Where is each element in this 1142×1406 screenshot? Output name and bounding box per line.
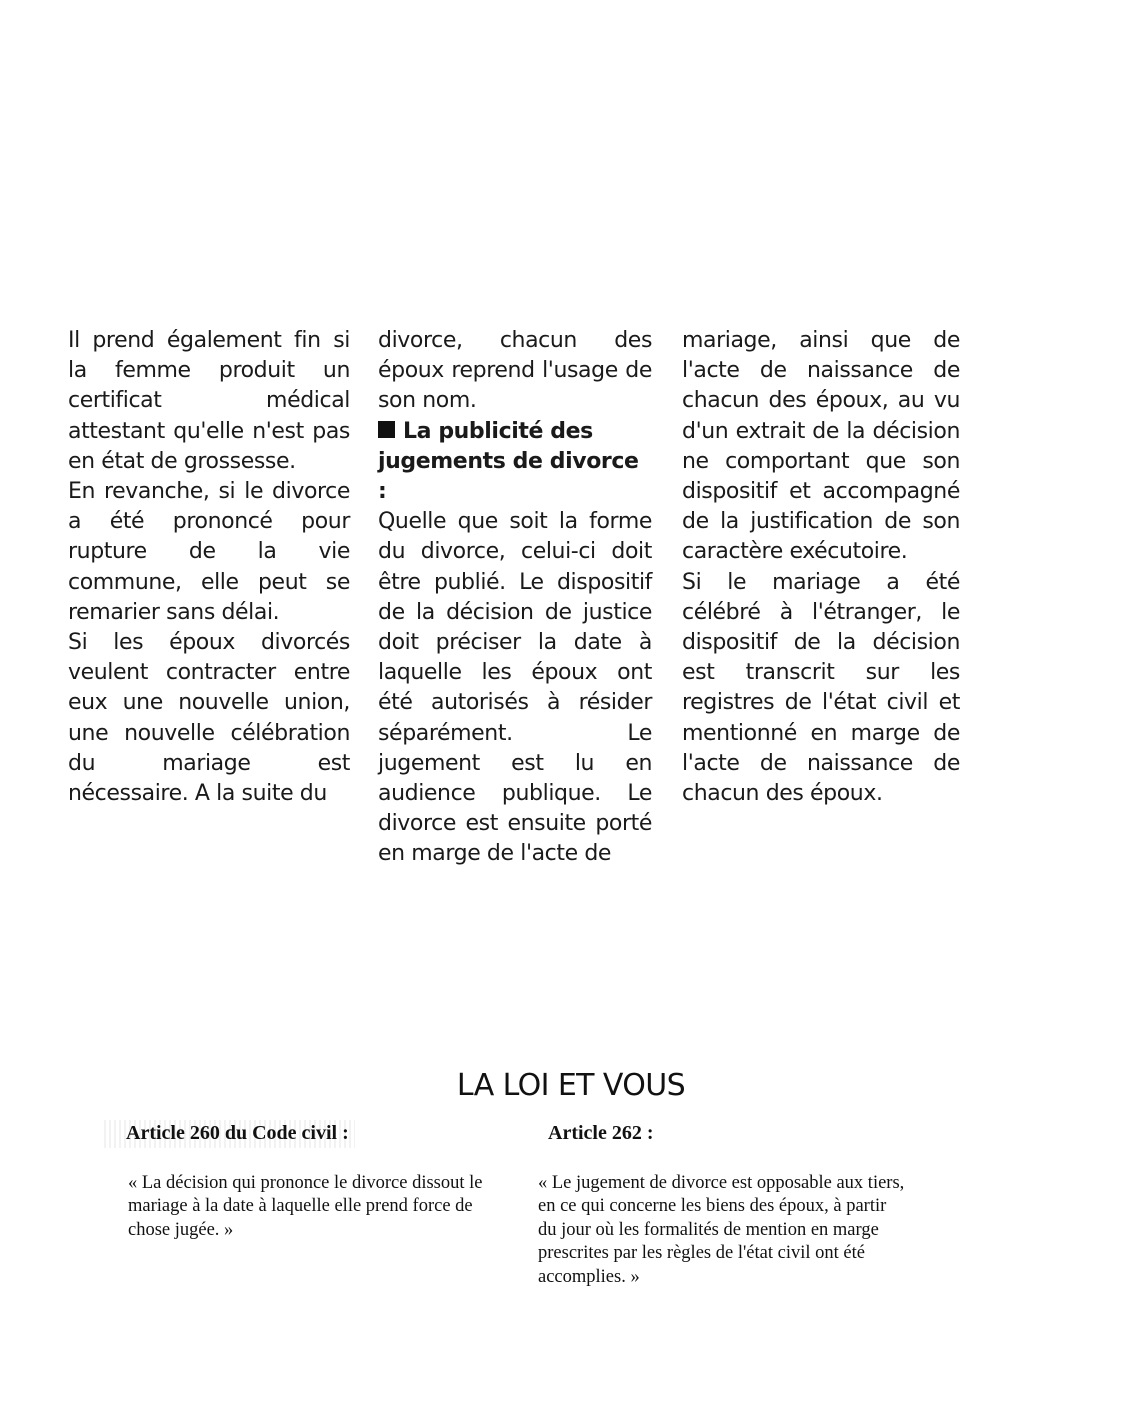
section-heading-text: La publicité des jugements de divorce : xyxy=(378,418,639,505)
paragraph: Si le mariage a été célébré à l'étranger, le dispositif de la décision est transcrit sur les registres de l'état civil et mentionné en marge de l'acte de naissance de chacun des époux. xyxy=(682,569,960,807)
law-section-title: LA LOI ET VOUS xyxy=(456,1068,686,1103)
paragraph: En revanche, si le divorce a été prononcé pour rupture de la vie commune, elle peut se remarier sans délai. xyxy=(68,479,350,625)
paragraph: divorce, chacun des époux reprend l'usage de son nom. xyxy=(378,328,652,414)
text-column-2 xyxy=(378,326,652,870)
article-262 xyxy=(536,1120,908,1289)
paragraph: Si les époux divorcés veulent contracter entre eux une nouvelle union, une nouvelle célébration du mariage est nécessaire. A la suite du xyxy=(68,630,350,807)
article-heading: Article 262 : xyxy=(548,1122,654,1144)
paragraph: Il prend également fin si la femme produit un certificat médical attestant qu'elle n'est pas en état de grossesse. xyxy=(68,328,350,474)
article-heading: Article 260 du Code civil : xyxy=(104,1120,355,1148)
paragraph: Quelle que soit la forme du divorce, celui-ci doit être publié. Le dispositif de la décision de justice doit préciser la date à laquelle les époux ont été autorisés à résider séparément. Le jugement est lu en audience publique. Le divorce est ensuite porté en marge de l'acte de xyxy=(378,509,652,867)
text-column-3 xyxy=(682,326,960,809)
article-260 xyxy=(104,1120,500,1242)
article-text: « Le jugement de divorce est opposable aux tiers, en ce qui concerne les biens des époux, à partir du jour où les formalités de mention en marge prescrites par les règles de l'état civil ont été accomplies. » xyxy=(538,1172,905,1287)
section-heading xyxy=(378,417,652,508)
paragraph: mariage, ainsi que de l'acte de naissance de chacun des époux, au vu d'un extrait de la décision ne comportant que son dispositif et accompagné de la justification de son caractère exécutoire. xyxy=(682,328,960,565)
article-text: « La décision qui prononce le divorce dissout le mariage à la date à laquelle elle prend force de chose jugée. » xyxy=(128,1172,483,1240)
text-column-1 xyxy=(68,326,350,809)
square-bullet-icon xyxy=(378,421,395,438)
